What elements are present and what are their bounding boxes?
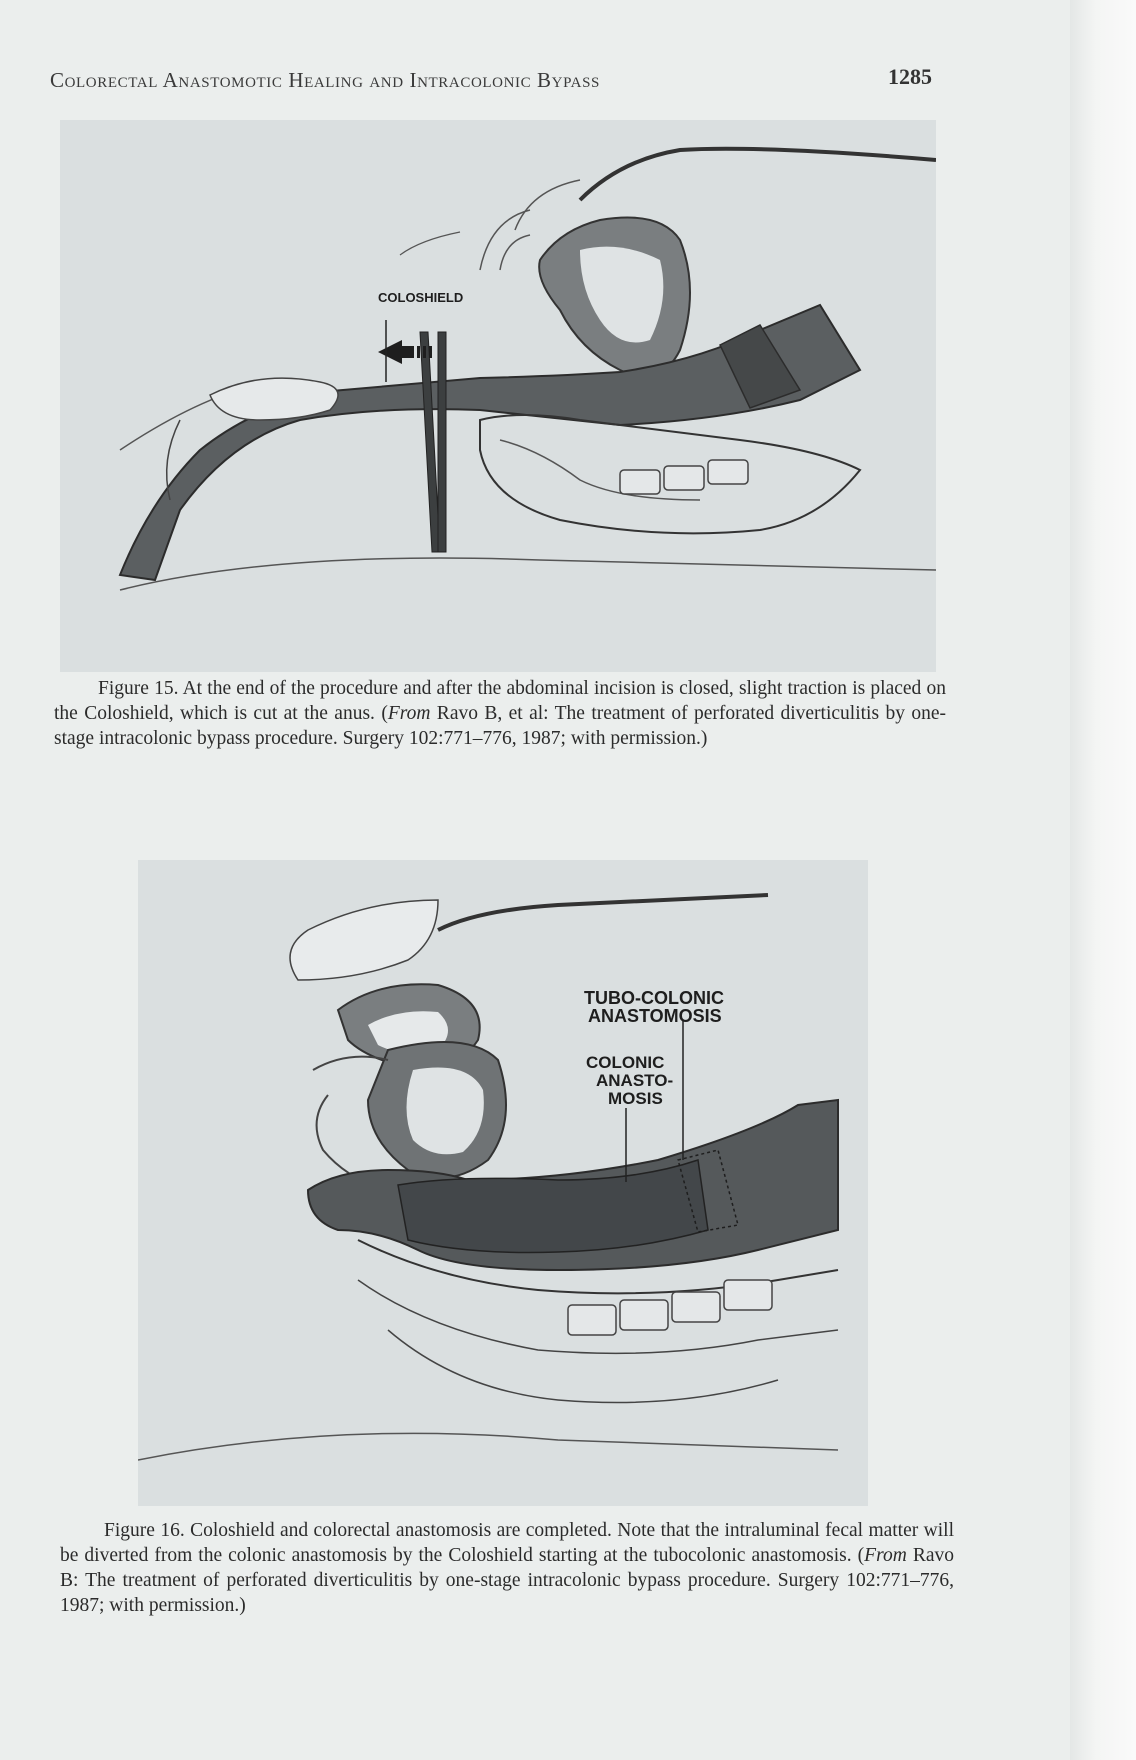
colonic-anastomosis-label-line3: MOSIS <box>608 1089 663 1108</box>
figure-16-illustration <box>138 860 868 1506</box>
page-number: 1285 <box>888 64 932 89</box>
running-head-title: Colorectal Anastomotic Healing and Intracolonic Bypass <box>50 68 600 92</box>
figure-16-drawing <box>138 860 868 1506</box>
figure-15-caption-lead: Figure 15. At the end of the procedure and after the abdominal incision is closed, slight traction is placed on the Coloshield, which is cut at the anus. ( <box>54 678 946 724</box>
figure-15-caption-rest: Ravo B, et al: The treatment of perforated diverticulitis by one-stage intracolonic bypass procedure. Surgery 102:771–776, 1987; with permission.) <box>54 703 946 749</box>
page-edge-shadow <box>1070 0 1136 1760</box>
tubo-colonic-label-line1: TUBO-COLONIC <box>584 988 724 1008</box>
figure-16-caption-rest: Ravo B: The treatment of perforated diverticulitis by one-stage intracolonic bypass procedure. Surgery 102:771–776, 1987; with permission.) <box>60 1545 954 1616</box>
figure-16-caption-from: From <box>864 1545 907 1566</box>
coloshield-label: COLOSHIELD <box>378 290 464 305</box>
colonic-anastomosis-label-line1: COLONIC <box>586 1053 665 1072</box>
figure-16-caption-lead: Figure 16. Coloshield and colorectal anastomosis are completed. Note that the intraluminal fecal matter will be diverted from the colonic anastomosis by the Coloshield starting at the tubocolonic anastomosis. ( <box>60 1520 954 1566</box>
figure-15-caption-from: From <box>387 703 431 724</box>
figure-15-drawing <box>60 120 936 672</box>
tubo-colonic-label-line2: ANASTOMOSIS <box>588 1006 722 1026</box>
figure-15-caption <box>54 676 946 751</box>
figure-15-illustration <box>60 120 936 672</box>
figure-16-caption <box>60 1518 954 1618</box>
scissors-blade-2 <box>438 332 446 552</box>
colonic-anastomosis-label-line2: ANASTO- <box>596 1071 674 1090</box>
